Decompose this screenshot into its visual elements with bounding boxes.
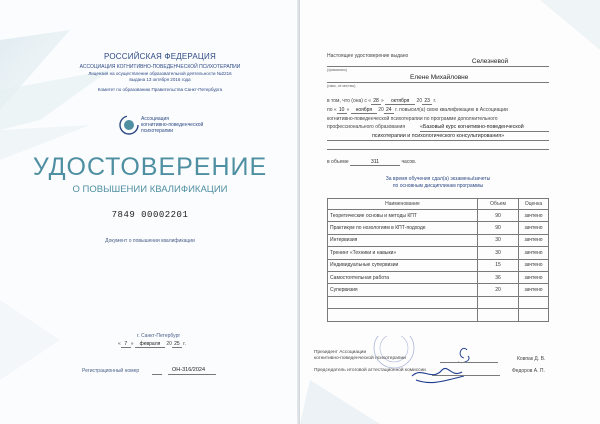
date-year: 25 [172,341,182,348]
discipline-name: Интервизия [328,234,478,246]
discipline-name: Тренинг «Техники и навыки» [328,247,478,259]
discipline-name: Индивидуальные супервизии [328,259,478,271]
discipline-grade [519,296,549,308]
discipline-grade [519,309,549,321]
hours-value: 311 [350,159,400,166]
license-text: Лицензия на осуществление образовательной деятельности №2216 [88,71,232,76]
name-line [327,82,549,83]
end-year: 24 [384,107,394,114]
chair-signature-line [432,375,500,376]
serial-number: 7849 00002201 [111,210,189,220]
period-start: в том, что (она) с « 28 » октября 20 23 г. [327,98,437,104]
name-caption: (имя, отчество) [327,83,356,88]
column-header: Оценка [519,199,549,210]
program-blank-line [327,149,549,150]
date-suffix: г. [183,341,186,347]
discipline-grade: зачтено [519,210,549,222]
certificate-subtitle: О ПОВЫШЕНИИ КВАЛИФИКАЦИИ [72,184,228,195]
date-day: 7 [121,341,131,348]
president-title [314,350,406,362]
association-logo-icon [118,114,140,136]
president-title-line: Президент Ассоциации [314,350,367,355]
date-quote-open: « [118,341,121,347]
table-row [328,210,549,222]
table-row [328,259,549,271]
reg-number-underline [168,374,216,375]
president-title-line: когнитивно-поведенческой психотерапии [314,356,406,361]
reg-number-line [152,374,162,375]
discipline-hours: 90 [478,222,519,234]
hours-unit: часов. [401,159,417,165]
discipline-grade: зачтено [519,284,549,296]
exams-heading: по основным дисциплинам программы [392,183,484,189]
issue-date [118,341,186,348]
discipline-hours: 20 [478,284,519,296]
discipline-grade: зачтено [519,234,549,246]
table-header-row [328,199,549,210]
grades-table [327,198,549,322]
discipline-grade: зачтено [519,247,549,259]
discipline-hours: 15 [478,259,519,271]
start-day: 28 [371,98,381,105]
committee-text: Комитет по образованию Правительства Санкт-Петербурга [97,87,223,92]
discipline-hours: 36 [478,271,519,283]
table-row [328,271,549,283]
discipline-grade: зачтено [519,271,549,283]
surname-caption: (фамилия) [327,67,347,72]
period-text: в том, что (она) с « [327,98,371,104]
table-row [328,234,549,246]
president-signature-line [440,362,498,363]
logo-text-line: когнитивно-поведенческой [141,122,204,128]
commission-chair-title: Председатель итоговой аттестационной комиссии [314,368,426,373]
program-name-line [420,131,549,132]
discipline-grade: зачтено [519,222,549,234]
program-line: когнитивно-поведенческой психотерапии по программе дополнительного [327,116,498,122]
logo-text-line: психотерапии [141,128,173,134]
program-name: психотерапии и психологического консультирования» [371,133,505,139]
certificate-title: УДОСТОВЕРЕНИЕ [32,153,268,181]
period-text: г. повысил(а) свою квалификацию в Ассоциации [395,107,508,113]
discipline-hours [478,309,519,321]
president-name: Ковпак Д. В. [517,356,546,362]
start-month: октября [385,98,415,105]
hours-label: в объеме [327,159,349,165]
discipline-name: Самостоятельная работа [328,271,478,283]
discipline-name [328,296,478,308]
column-header: Объем [478,199,519,210]
program-name-line [327,140,549,141]
recipient-surname: Селезневой [471,58,509,65]
discipline-grade: зачтено [519,259,549,271]
issued-to-label: Настоящее удостоверение выдано [327,53,409,59]
period-text: по « [327,107,337,113]
stamp-and-signature-icon [372,336,472,396]
discipline-hours: 90 [478,210,519,222]
date-year-prefix: 20 [166,341,172,347]
table-row [328,284,549,296]
discipline-name: Супервизия [328,284,478,296]
table-row [328,247,549,259]
surname-line [327,66,549,67]
discipline-name: Теоретические основы и методы КПТ [328,210,478,222]
table-row [328,309,549,321]
reg-number-label: Регистрационный номер [82,368,140,374]
country-heading: РОССИЙСКАЯ ФЕДЕРАЦИЯ [104,52,216,61]
org-name: АССОЦИАЦИЯ КОГНИТИВНО-ПОВЕДЕНЧЕСКОЙ ПСИХОТЕРАПИИ [79,64,241,70]
discipline-hours: 30 [478,234,519,246]
end-day: 10 [337,107,347,114]
discipline-hours: 30 [478,247,519,259]
date-month: февраля [135,341,165,348]
document-type: Документ о повышении квалификации [105,238,195,244]
table-row [328,296,549,308]
period-end: по « 10 » ноября 20 24 г. повысил(а) свою квалификацию в Ассоциации [327,107,508,113]
program-name: «Базовый курс когнитивно-поведенческой [420,124,524,130]
exams-heading: За время обучения сдал(а) экзамены/зачеты [385,176,491,182]
hours-line [327,159,416,166]
table-row [328,222,549,234]
logo-text [141,116,203,134]
date-quote-close: » [130,341,134,347]
program-line: профессионального образования [327,124,406,130]
recipient-name: Елене Михайловне [410,74,469,81]
column-header: Наименование [328,199,478,210]
discipline-name: Практикум по нозологиям в КПТ-подходе [328,222,478,234]
start-year: 23 [422,98,432,105]
reg-number: ОН-316/2024 [172,367,206,373]
end-month: ноября [351,107,377,114]
license-issued: выдана 13 октября 2016 года [129,77,191,82]
logo-text-line: Ассоциация [141,116,169,122]
discipline-hours [478,296,519,308]
discipline-name [328,309,478,321]
commission-chair-name: Федоров А. П. [512,368,545,374]
city: г. Санкт-Петербург [137,333,181,339]
